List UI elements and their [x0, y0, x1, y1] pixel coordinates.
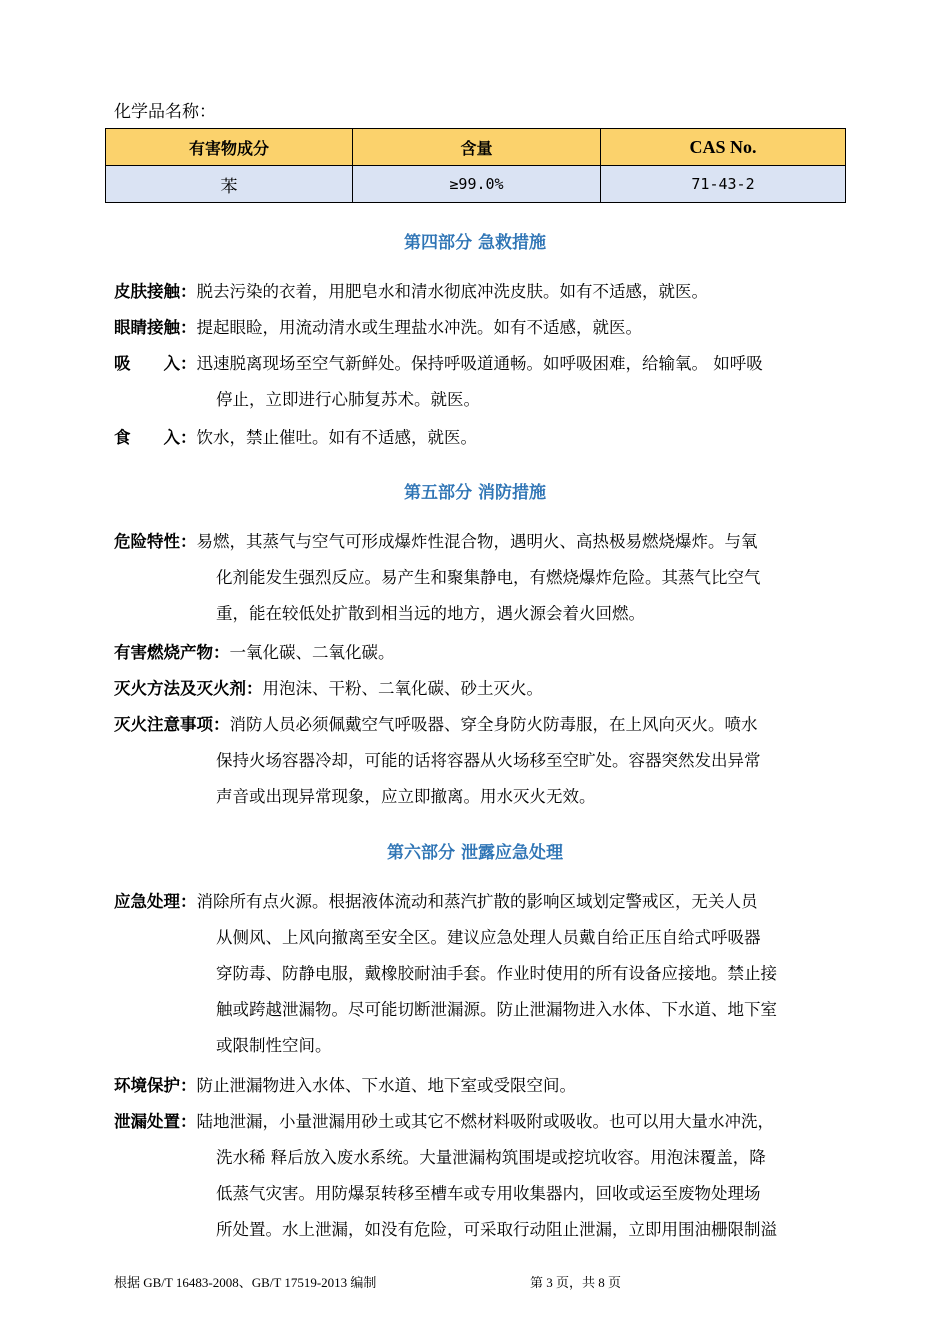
entry-label: 食 入： — [114, 428, 197, 447]
entry-text: 用泡沫、干粉、二氧化碳、砂土灭火。 — [262, 679, 543, 698]
section-5-title: 第五部分 消防措施 — [404, 483, 546, 503]
entry-text-continued: 或限制性空间。 — [216, 1036, 332, 1055]
entry-text: 陆地泄漏，小量泄漏用砂土或其它不燃材料吸附或吸收。也可以用大量水冲洗， — [196, 1112, 774, 1131]
entry-text: 一氧化碳、二氧化碳。 — [229, 643, 395, 662]
entry-label: 灭火方法及灭火剂： — [114, 679, 263, 698]
cell-cas: 71-43-2 — [601, 166, 846, 203]
entry-text-continued: 保持火场容器冷却，可能的话将容器从火场移至空旷处。容器突然发出异常 — [216, 751, 761, 770]
entry-label: 皮肤接触： — [114, 282, 197, 301]
entry-text: 饮水，禁止催吐。如有不适感，就医。 — [196, 428, 477, 447]
footer-standard-note: 根据 GB/T 16483-2008、GB/T 17519-2013 编制 — [114, 1275, 377, 1290]
cell-content: ≥99.0% — [353, 166, 601, 203]
entry-skin-contact — [114, 274, 838, 310]
entry-text-continued: 所处置。水上泄漏，如没有危险，可采取行动阻止泄漏，立即用围油栅限制溢 — [216, 1220, 777, 1239]
header-cas: CAS No. — [601, 129, 846, 166]
entry-text-continued: 声音或出现异常现象，应立即撤离。用水灭火无效。 — [216, 787, 596, 806]
entry-text: 消防人员必须佩戴空气呼吸器、穿全身防火防毒服，在上风向灭火。喷水 — [229, 715, 758, 734]
entry-text-continued: 化剂能发生强烈反应。易产生和聚集静电，有燃烧爆炸危险。其蒸气比空气 — [216, 568, 761, 587]
entry-text-continued: 穿防毒、防静电服，戴橡胶耐油手套。作业时使用的所有设备应接地。禁止接 — [216, 964, 777, 983]
entry-text: 提起眼睑，用流动清水或生理盐水冲洗。如有不适感，就医。 — [196, 318, 642, 337]
entry-label: 泄漏处置： — [114, 1112, 197, 1131]
entry-text: 迅速脱离现场至空气新鲜处。保持呼吸道通畅。如呼吸困难，给输氧。 如呼吸 — [196, 354, 763, 373]
table-header-row — [106, 129, 846, 166]
entry-text-continued: 重，能在较低处扩散到相当远的地方，遇火源会着火回燃。 — [216, 604, 645, 623]
entry-text: 脱去污染的衣着，用肥皂水和清水彻底冲洗皮肤。如有不适感，就医。 — [196, 282, 708, 301]
entry-eye-contact — [114, 310, 838, 346]
entry-combustion-products — [114, 635, 838, 671]
entry-label: 灭火注意事项： — [114, 715, 230, 734]
entry-leak-disposal — [114, 1104, 838, 1248]
section-4-title: 第四部分 急救措施 — [404, 233, 546, 253]
section-6-title: 第六部分 泄露应急处理 — [387, 843, 563, 863]
footer-page-number: 第 3 页，共 8 页 — [530, 1275, 622, 1290]
entry-text: 防止泄漏物进入水体、下水道、地下室或受限空间。 — [196, 1076, 576, 1095]
entry-text-continued: 低蒸气灾害。用防爆泵转移至槽车或专用收集器内，回收或运至废物处理场 — [216, 1184, 761, 1203]
entry-emergency-handling — [114, 884, 838, 1064]
entry-hazard-properties — [114, 524, 838, 632]
header-content: 含量 — [353, 129, 601, 166]
chemical-name-label: 化学品名称： — [114, 102, 216, 122]
entry-label: 环境保护： — [114, 1076, 197, 1095]
entry-text-continued: 洗水稀 释后放入废水系统。大量泄漏构筑围堤或挖坑收容。用泡沫覆盖，降 — [216, 1148, 766, 1167]
entry-extinguishing-media — [114, 671, 838, 707]
entry-label: 应急处理： — [114, 892, 197, 911]
table-row — [106, 166, 846, 203]
entry-text-continued: 触或跨越泄漏物。尽可能切断泄漏源。防止泄漏物进入水体、下水道、地下室 — [216, 1000, 777, 1019]
entry-label: 有害燃烧产物： — [114, 643, 230, 662]
composition-table — [105, 128, 846, 203]
entry-firefighting-notes — [114, 707, 838, 815]
entry-ingestion — [114, 420, 838, 456]
cell-component: 苯 — [106, 166, 353, 203]
entry-label: 危险特性： — [114, 532, 197, 551]
entry-label: 眼睛接触： — [114, 318, 197, 337]
entry-environmental-protection — [114, 1068, 838, 1104]
entry-text-continued: 停止，立即进行心肺复苏术。就医。 — [216, 390, 480, 409]
entry-label: 吸 入： — [114, 354, 197, 373]
entry-text: 消除所有点火源。根据液体流动和蒸汽扩散的影响区域划定警戒区，无关人员 — [196, 892, 758, 911]
entry-inhalation — [114, 346, 838, 418]
entry-text: 易燃，其蒸气与空气可形成爆炸性混合物，遇明火、高热极易燃烧爆炸。与氧 — [196, 532, 758, 551]
header-component: 有害物成分 — [106, 129, 353, 166]
entry-text-continued: 从侧风、上风向撤离至安全区。建议应急处理人员戴自给正压自给式呼吸器 — [216, 928, 761, 947]
